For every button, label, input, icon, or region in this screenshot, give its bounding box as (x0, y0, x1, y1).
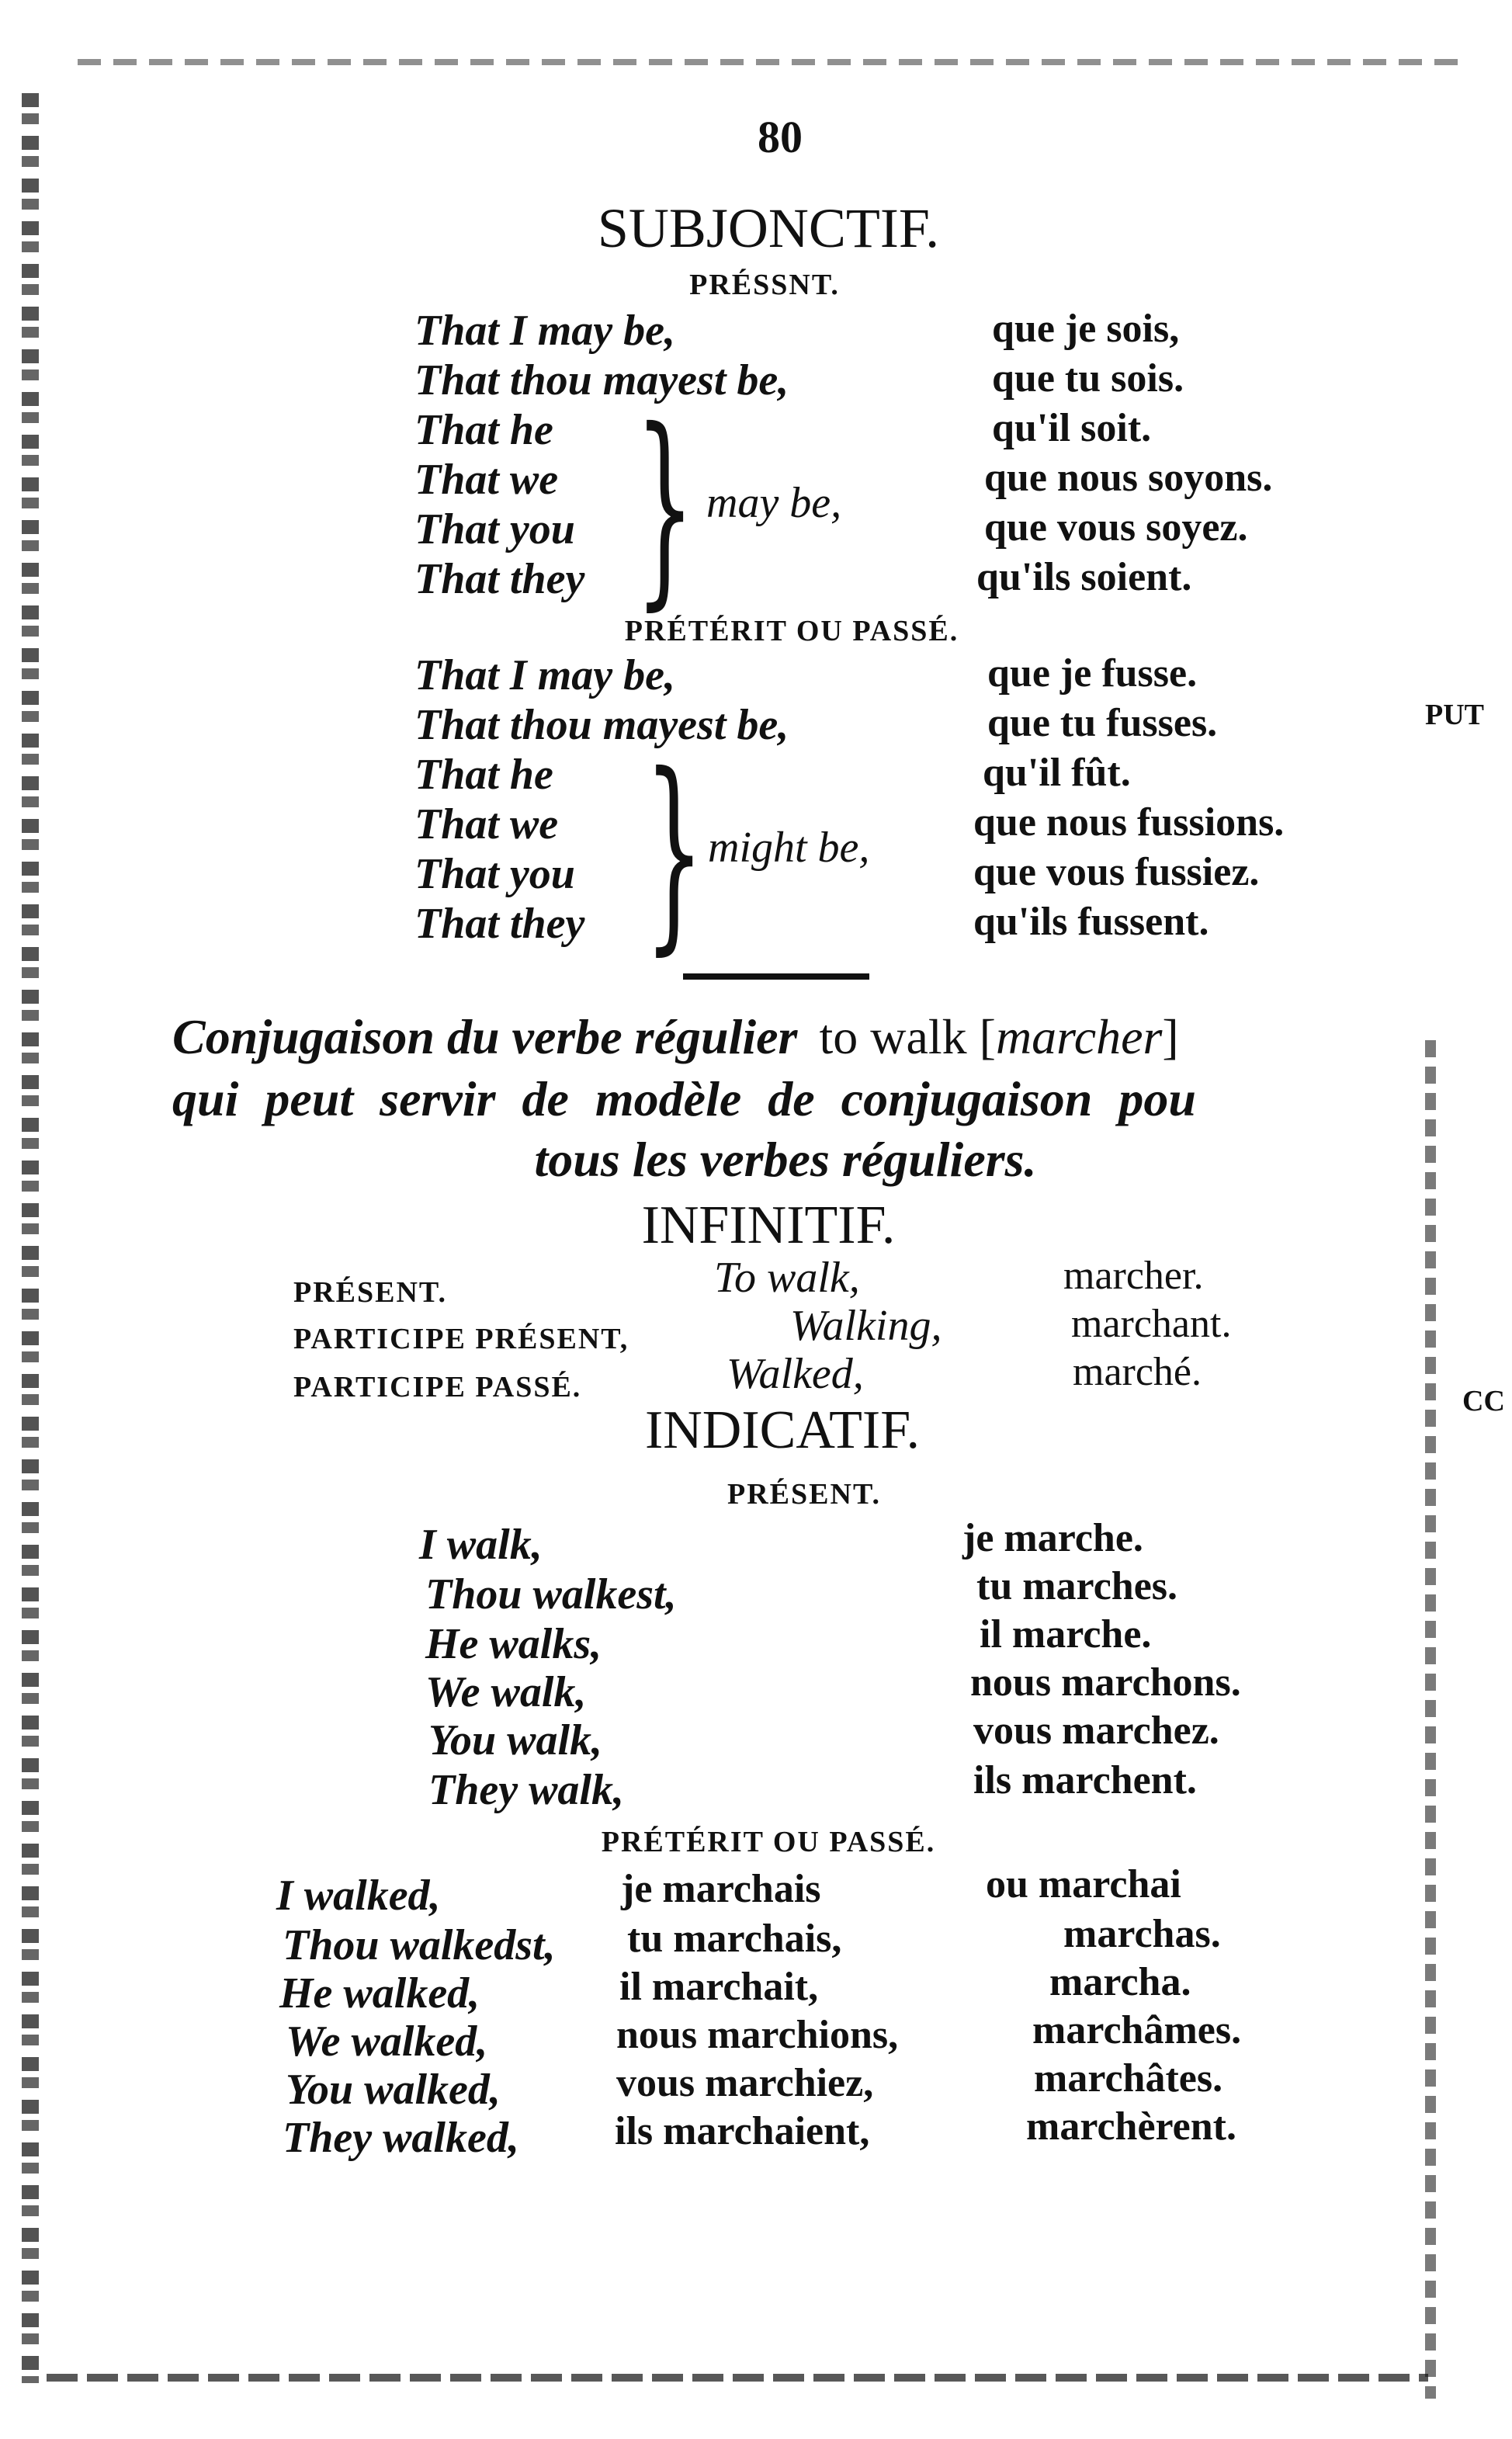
conjugaison-line-1-italic: Conjugaison du verbe régulier (172, 1009, 798, 1064)
subj-preterit-en-1: That I may be, (414, 651, 675, 699)
subj-present-fr-5: que vous soyez. (984, 505, 1248, 550)
subj-preterit-en-6: That they (414, 900, 585, 948)
ind-preterit-fr2-4: marchâmes. (1032, 2008, 1242, 2052)
conjugaison-line-1-roman: to walk [ (819, 1009, 996, 1064)
subj-present-fr-2: que tu sois. (992, 356, 1184, 401)
ind-preterit-en-2: Thou walkedst, (283, 1921, 556, 1969)
subj-preterit-en-2: That thou mayest be, (414, 701, 789, 749)
brace-icon: } (635, 384, 695, 629)
page-right-edge (1425, 1040, 1436, 2399)
subj-preterit-en-4: That we (414, 800, 559, 848)
ind-present-en-5: You walk, (428, 1716, 603, 1764)
page-top-edge (78, 59, 1459, 65)
subj-present-fr-6: qu'ils soient. (976, 555, 1192, 599)
subj-preterit-fr-3: qu'il fût. (983, 751, 1131, 795)
infinitif-en-3: Walked, (727, 1350, 864, 1398)
ind-preterit-en-6: They walked, (283, 2114, 519, 2162)
ind-present-fr-2: tu marches. (976, 1564, 1178, 1608)
conjugaison-line-1 (172, 1009, 1179, 1064)
subj-present-en-3: That he (414, 406, 553, 454)
section-title-indicatif: INDICATIF. (644, 1400, 921, 1460)
ind-present-fr-6: ils marchent. (973, 1758, 1197, 1802)
ind-preterit-en-1: I walked, (276, 1872, 441, 1920)
page-left-edge (22, 93, 39, 2383)
subj-preterit-fr-1: que je fusse. (987, 651, 1198, 696)
subheading-indicatif-preterit: PRÉTÉRIT OU PASSÉ. (601, 1826, 936, 1858)
ind-preterit-fr1-1: je marchais (621, 1867, 821, 1911)
page-bottom-edge (47, 2374, 1428, 2382)
ind-present-fr-4: nous marchons. (970, 1660, 1241, 1705)
subj-present-fr-3: qu'il soit. (992, 406, 1152, 450)
subj-preterit-fr-4: que nous fussions. (973, 800, 1285, 845)
ind-preterit-fr1-5: vous marchiez, (616, 2061, 874, 2105)
ind-present-en-2: Thou walkest, (425, 1570, 677, 1618)
subj-present-en-5: That you (414, 505, 575, 553)
section-title-infinitif: INFINITIF. (641, 1195, 896, 1255)
infinitif-fr-1: marcher. (1063, 1254, 1204, 1298)
ind-present-fr-3: il marche. (980, 1612, 1152, 1657)
ind-preterit-fr1-2: tu marchais, (627, 1917, 842, 1961)
infinitif-label-2: PARTICIPE PRÉSENT, (293, 1323, 629, 1355)
subj-present-en-6: That they (414, 555, 585, 603)
ind-preterit-fr2-5: marchâtes. (1034, 2056, 1223, 2101)
section-divider (683, 973, 869, 980)
subj-preterit-fr-5: que vous fussiez. (973, 850, 1260, 894)
ind-preterit-fr2-3: marcha. (1049, 1960, 1191, 2004)
ind-preterit-en-4: We walked, (286, 2017, 488, 2066)
page-number: 80 (758, 112, 803, 162)
section-title-subjonctif: SUBJONCTIF. (597, 197, 940, 259)
infinitif-label-1: PRÉSENT. (293, 1276, 447, 1309)
ind-present-en-6: They walk, (428, 1766, 624, 1814)
ind-preterit-en-5: You walked, (286, 2066, 501, 2114)
subj-present-brace-label: may be, (706, 479, 842, 527)
subj-present-fr-4: que nous soyons. (984, 456, 1273, 500)
subheading-present: PRÉSSNT. (689, 269, 840, 301)
ind-present-en-4: We walk, (425, 1668, 587, 1716)
subj-preterit-fr-2: que tu fusses. (987, 701, 1218, 745)
subj-present-fr-1: que je sois, (992, 307, 1180, 351)
subheading-preterit: PRÉTÉRIT OU PASSÉ. (624, 615, 959, 647)
conjugaison-line-3: tous les verbes réguliers. (534, 1132, 1037, 1187)
conjugaison-line-2: qui peut servir de modèle de conjugaison pou (172, 1071, 1196, 1126)
infinitif-fr-2: marchant. (1071, 1302, 1232, 1346)
ind-present-en-1: I walk, (419, 1521, 543, 1569)
brace-icon: } (644, 729, 705, 973)
ind-preterit-fr2-1: ou marchai (986, 1862, 1181, 1906)
conjugaison-line-1-bracket: marcher (995, 1009, 1163, 1064)
subj-preterit-fr-6: qu'ils fussent. (973, 900, 1209, 944)
subj-preterit-en-3: That he (414, 751, 553, 799)
ind-present-en-3: He walks, (425, 1620, 602, 1668)
ind-present-fr-5: vous marchez. (973, 1709, 1219, 1753)
ind-present-fr-1: je marche. (962, 1516, 1143, 1560)
ind-preterit-fr1-6: ils marchaient, (615, 2109, 870, 2153)
ind-preterit-fr1-3: il marchait, (619, 1965, 819, 2009)
infinitif-en-1: To walk, (714, 1254, 860, 1302)
subj-present-en-2: That thou mayest be, (414, 356, 789, 404)
ind-preterit-fr2-2: marchas. (1063, 1912, 1221, 1956)
margin-fragment-top: PUT (1425, 699, 1484, 731)
subj-preterit-en-5: That you (414, 850, 575, 898)
conjugaison-line-1-close: ] (1162, 1009, 1179, 1064)
ind-preterit-fr1-4: nous marchions, (616, 2013, 899, 2057)
infinitif-fr-3: marché. (1073, 1350, 1202, 1394)
ind-preterit-fr2-6: marchèrent. (1026, 2104, 1236, 2149)
subj-preterit-brace-label: might be, (708, 824, 870, 872)
subheading-indicatif-present: PRÉSENT. (727, 1478, 881, 1511)
infinitif-en-2: Walking, (790, 1302, 942, 1350)
subj-present-en-1: That I may be, (414, 307, 675, 355)
ind-preterit-en-3: He walked, (279, 1969, 480, 2017)
subj-present-en-4: That we (414, 456, 559, 504)
infinitif-label-3: PARTICIPE PASSÉ. (293, 1371, 582, 1403)
margin-fragment-mid: CC (1462, 1385, 1505, 1417)
